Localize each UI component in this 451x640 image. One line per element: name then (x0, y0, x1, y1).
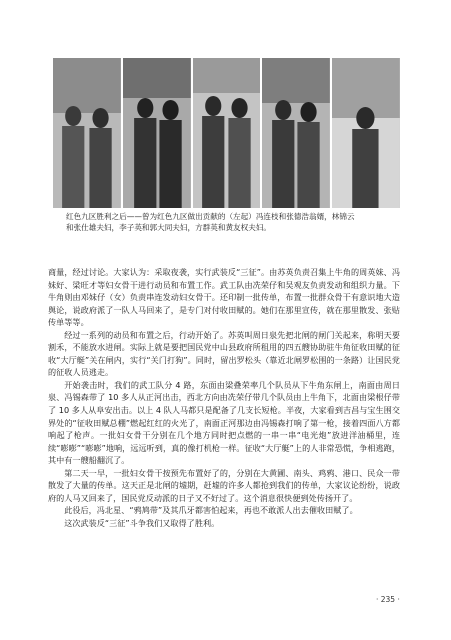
photo-portrait (332, 58, 400, 208)
paragraph: 此役后，冯北星、“鸦鸠带”及其爪牙都害怕起来，再也不敢派人出去催收田赋了。 (64, 505, 358, 516)
paragraph: 第二天一早，一批妇女骨干按预先布置好了的，分别在大黄圃、南头、鸡鸦、港口、民众一带散发了大量的传单。这天正是北闸的墟期，赶墟的许多人都抢到我们的传单，大家议论纷纷，说政府的人马又回来了，国民党反动派的日子又不好过了。这个消息很快便到处传扬开了。 (48, 467, 400, 503)
caption-line-1: 红色九区胜利之后——曾为红色九区做出贡献的（左起）冯连枝和张德浩翁婿，林锦云 (66, 212, 355, 221)
body-text (48, 266, 400, 529)
photo-lin-zhang (123, 58, 191, 208)
photo-strip (53, 58, 400, 208)
photo-caption (66, 211, 402, 233)
photo-fang-huang (262, 58, 330, 208)
paragraph: 这次武装反“三征”斗争我们又取得了胜利。 (64, 517, 220, 528)
paragraph: 经过一系列的动员和布置之后，行动开始了。苏英叫周日泉先把北闸的闸门关起来，称明天要割禾，不能放水进闸。实际上就是要把国民党中山县政府所租用的四五艘协助驻牛角征收田赋的征收“大厅艇”关在闸内，实行“关门打狗”。同时，留出罗松头（靠近北闸罗松围的一条路）让国民党的征收人员逃走。 (48, 329, 400, 378)
photo-li-guo (193, 58, 261, 208)
paragraph: 商量，经过讨论。大家认为：采取夜袭，实行武装反“三征”。由苏英负责召集上牛角的周英妹、冯妹好、梁旺才等妇女骨干进行动员和布置工作。武工队由冼荣仔和吴观友负责发动和组织力量。下牛角则由邓妹仔（女）负责串连发动妇女骨干。还印制一批传单，布置一批群众骨干有意识地大造舆论，说政府派了一队人马回来了，是专门对付收田赋的。她们在那里宣传，就在那里散发、张贴传单等等。 (48, 267, 400, 328)
caption-line-2: 和张仕雄夫妇，李子英和郭大同夫妇，方群英和黄友权夫妇。 (66, 223, 272, 232)
photo-feng-zhang (53, 58, 121, 208)
page-number: · 235 · (376, 595, 400, 604)
paragraph: 开始袭击时，我们的武工队分 4 路，东面由梁叠荣率几个队员从下牛角东闸上，南面由周日泉、冯锡森带了 10 多人从正河出击，西北方向由冼荣仔带几个队员由上牛角下，北面由梁根仔带了 10 多人从阜安出击。以上 4 队人马都只是配备了几支长短枪。半夜，大家看到吉昌与宝生围交界处的“征收田赋总棚”燃起红红的火光了，南面正河那边由冯锡森打响了第一枪，接着四面八方都响起了枪声。一批妇女骨干分别在几个地方同时把点燃的一串一串“电光炮”放进洋油桶里，连续“嘭嘭”“嘭嘭”地响，远远听到，真的像打机枪一样。征收“大厅艇”上的人非常恐慌，争相逃跑，其中有一艘船翻沉了。 (48, 379, 400, 466)
